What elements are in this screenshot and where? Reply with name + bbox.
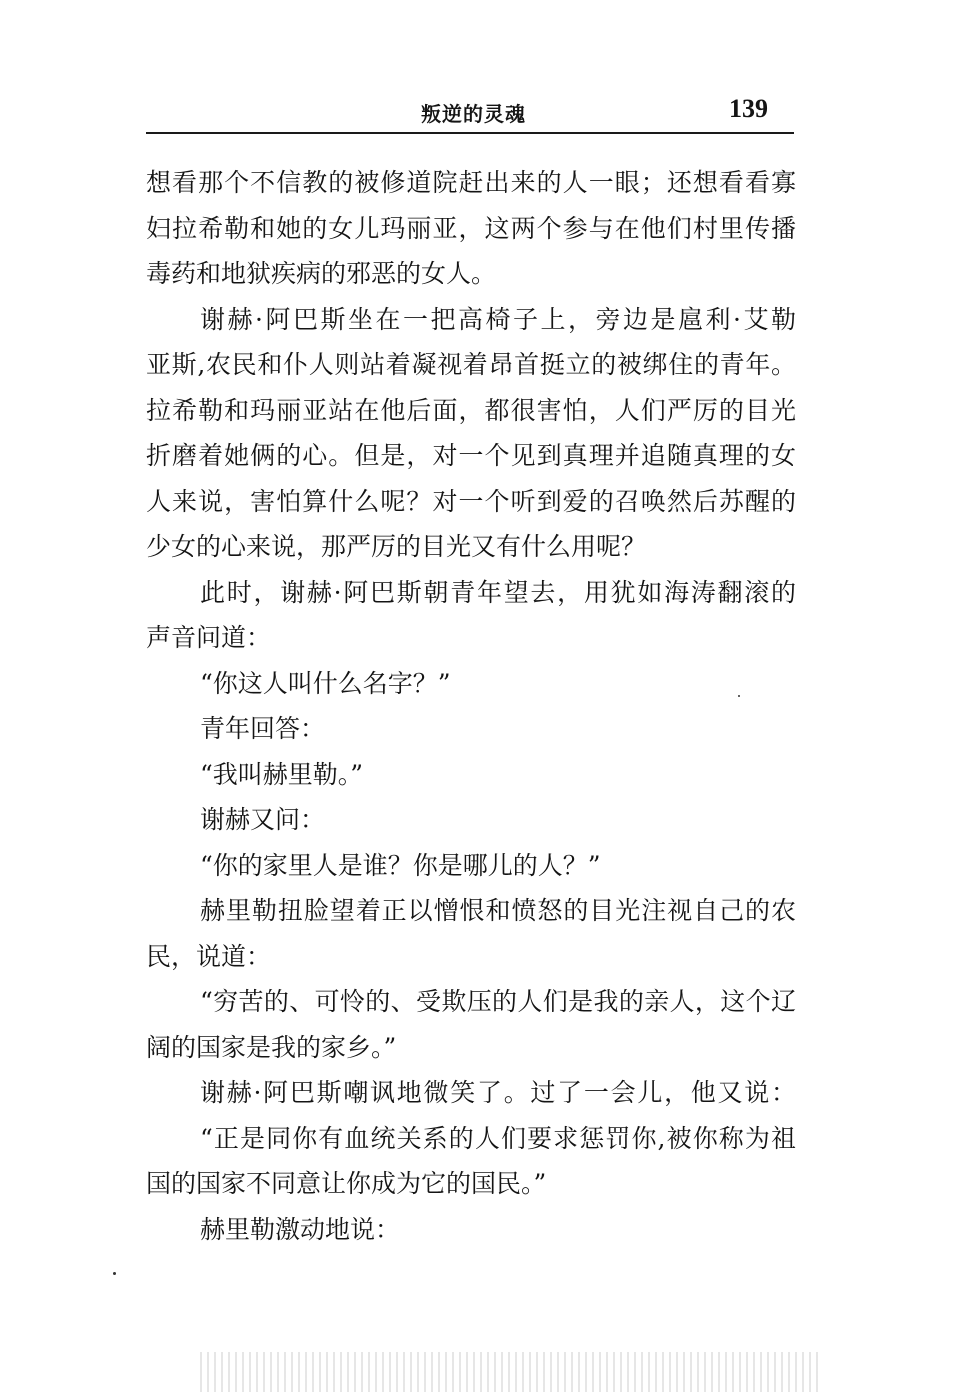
text-line: 赫里勒扭脸望着正以憎恨和愤怒的目光注视自己的农 bbox=[200, 896, 796, 925]
text-line: 赫里勒激动地说： bbox=[200, 1214, 401, 1244]
text-line: 拉希勒和玛丽亚站在他后面，都很害怕，人们严厉的目光 bbox=[146, 395, 796, 425]
scan-speck bbox=[113, 1272, 116, 1275]
scan-artifact bbox=[200, 1352, 820, 1392]
text-line: “正是同你有血统关系的人们要求惩罚你,被你称为祖 bbox=[200, 1123, 796, 1153]
text-line: 折磨着她俩的心。但是，对一个见到真理并追随真理的女 bbox=[146, 441, 796, 470]
text-line: 谢赫又问： bbox=[200, 805, 326, 834]
text-line: 青年回答： bbox=[200, 714, 326, 743]
page-number: 139 bbox=[729, 94, 768, 123]
text-line: 此时，谢赫·阿巴斯朝青年望去，用犹如海涛翻滚的 bbox=[200, 577, 796, 607]
text-line: 少女的心来说，那严厉的目光又有什么用呢？ bbox=[146, 532, 647, 561]
body-text bbox=[146, 160, 796, 1252]
text-line: 亚斯,农民和仆人则站着凝视着昂首挺立的被绑住的青年。 bbox=[146, 350, 796, 379]
text-line: 阔的国家是我的家乡。” bbox=[146, 1032, 397, 1062]
text-line: 想看那个不信教的被修道院赶出来的人一眼；还想看看寡 bbox=[146, 168, 796, 197]
text-line: 谢赫·阿巴斯坐在一把高椅子上，旁边是扈利·艾勒 bbox=[200, 304, 796, 334]
text-line: “穷苦的、可怜的、受欺压的人们是我的亲人，这个辽 bbox=[200, 987, 796, 1016]
text-line: 民，说道： bbox=[146, 941, 272, 971]
text-line: 妇拉希勒和她的女儿玛丽亚，这两个参与在他们村里传播 bbox=[146, 213, 796, 243]
text-line: “你这人叫什么名字？” bbox=[200, 668, 451, 698]
text-line: 声音问道： bbox=[146, 623, 272, 652]
scan-speck bbox=[738, 695, 740, 697]
page-header bbox=[146, 92, 794, 134]
text-line: “我叫赫里勒。” bbox=[200, 759, 364, 789]
running-title: 叛逆的灵魂 bbox=[421, 102, 526, 126]
text-line: 人来说，害怕算什么呢？对一个听到爱的召唤然后苏醒的 bbox=[146, 486, 796, 516]
text-line: 国的国家不同意让你成为它的国民。” bbox=[146, 1169, 547, 1198]
text-line: “你的家里人是谁？你是哪儿的人？” bbox=[200, 850, 601, 880]
text-line: 谢赫·阿巴斯嘲讽地微笑了。过了一会儿，他又说： bbox=[200, 1078, 796, 1107]
text-line: 毒药和地狱疾病的邪恶的女人。 bbox=[146, 259, 497, 288]
